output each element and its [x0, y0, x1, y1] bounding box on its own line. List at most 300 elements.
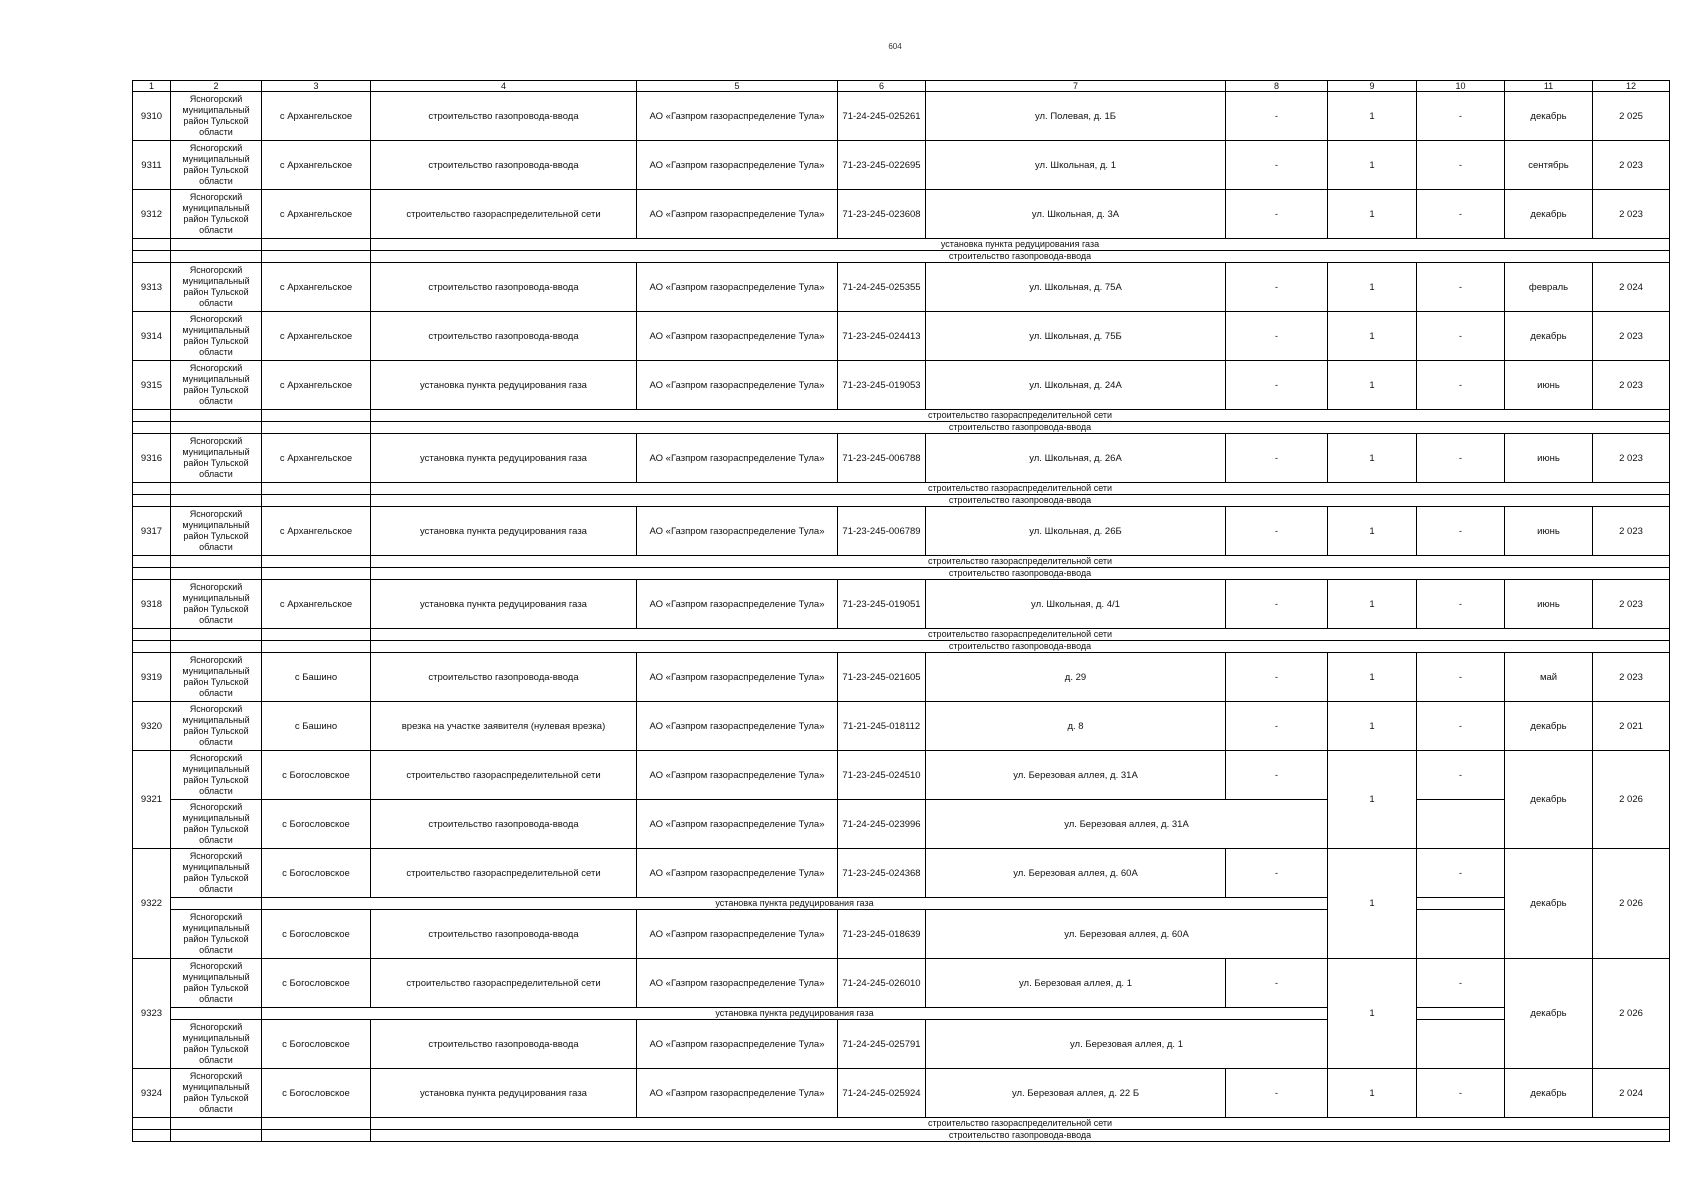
settlement-cell: с Архангельское — [262, 361, 371, 410]
col8-cell: - — [1226, 312, 1328, 361]
settlement-cell: с Башино — [262, 702, 371, 751]
settlement-cell: с Архангельское — [262, 507, 371, 556]
col-num: 7 — [926, 81, 1226, 92]
empty-cell — [262, 641, 371, 653]
empty-cell — [171, 641, 262, 653]
col10-cell: - — [1417, 849, 1505, 898]
organization-cell: АО «Газпром газораспределение Тула» — [637, 653, 838, 702]
col9-cell: 1 — [1328, 580, 1417, 629]
table-row — [133, 263, 1670, 312]
work-type-cell: строительство газопровода-ввода — [371, 653, 637, 702]
work-type-cell: строительство газопровода-ввода — [371, 910, 637, 959]
work-type-cell: строительство газопровода-ввода — [371, 263, 637, 312]
settlement-cell: с Архангельское — [262, 263, 371, 312]
application-code-cell: 71-23-245-022695 — [838, 141, 926, 190]
application-code-cell: 71-23-245-006788 — [838, 434, 926, 483]
registry-table — [132, 80, 1670, 1142]
sub-work-row — [133, 483, 1670, 495]
sub-work-label: строительство газораспределительной сети — [371, 556, 1670, 568]
col9-cell: 1 — [1328, 849, 1417, 959]
table-row — [133, 751, 1670, 800]
year-cell: 2 024 — [1593, 263, 1670, 312]
row-number: 9320 — [133, 702, 171, 751]
application-code-cell: 71-24-245-025261 — [838, 92, 926, 141]
col9-cell: 1 — [1328, 702, 1417, 751]
sub-work-label: строительство газопровода-ввода — [371, 1130, 1670, 1142]
address-cell: ул. Полевая, д. 1Б — [926, 92, 1226, 141]
address-cell: ул. Школьная, д. 75Б — [926, 312, 1226, 361]
organization-cell: АО «Газпром газораспределение Тула» — [637, 800, 838, 849]
empty-cell — [262, 1130, 371, 1142]
row-number: 9324 — [133, 1069, 171, 1118]
work-type-cell: строительство газораспределительной сети — [371, 190, 637, 239]
organization-cell: АО «Газпром газораспределение Тула» — [637, 702, 838, 751]
col10-cell: - — [1417, 653, 1505, 702]
row-number: 9315 — [133, 361, 171, 410]
application-code-cell: 71-23-245-018639 — [838, 910, 926, 959]
empty-cell — [133, 1118, 171, 1130]
application-code-cell: 71-23-245-021605 — [838, 653, 926, 702]
col9-cell: 1 — [1328, 1069, 1417, 1118]
empty-cell — [171, 251, 262, 263]
empty-cell — [133, 483, 171, 495]
settlement-cell: с Богословское — [262, 1020, 371, 1069]
sub-work-label: установка пункта редуцирования газа — [371, 239, 1670, 251]
settlement-cell: с Архангельское — [262, 190, 371, 239]
month-cell: июнь — [1505, 580, 1593, 629]
month-cell: декабрь — [1505, 702, 1593, 751]
address-cell: ул. Школьная, д. 1 — [926, 141, 1226, 190]
sub-work-label: строительство газопровода-ввода — [371, 251, 1670, 263]
sub-work-label: строительство газораспределительной сети — [371, 629, 1670, 641]
work-type-cell: установка пункта редуцирования газа — [371, 361, 637, 410]
empty-cell — [1417, 1020, 1505, 1069]
col9-cell: 1 — [1328, 653, 1417, 702]
col8-cell: - — [1226, 92, 1328, 141]
month-cell: февраль — [1505, 263, 1593, 312]
month-cell: декабрь — [1505, 92, 1593, 141]
month-cell: декабрь — [1505, 1069, 1593, 1118]
sub-work-row — [133, 898, 1670, 910]
col9-cell: 1 — [1328, 92, 1417, 141]
district-cell: Ясногорский муниципальный район Тульской области — [171, 92, 262, 141]
col-num: 6 — [838, 81, 926, 92]
application-code-cell: 71-23-245-024510 — [838, 751, 926, 800]
empty-cell — [133, 568, 171, 580]
col10-cell: - — [1417, 434, 1505, 483]
empty-cell — [1417, 910, 1505, 959]
row-number: 9318 — [133, 580, 171, 629]
sub-work-label: строительство газопровода-ввода — [371, 641, 1670, 653]
empty-cell — [262, 483, 371, 495]
col9-cell: 1 — [1328, 507, 1417, 556]
empty-cell — [171, 568, 262, 580]
table-row — [133, 653, 1670, 702]
col8-cell: - — [1226, 190, 1328, 239]
col-num: 12 — [1593, 81, 1670, 92]
sub-work-row — [133, 641, 1670, 653]
year-cell: 2 026 — [1593, 959, 1670, 1069]
settlement-cell: с Архангельское — [262, 92, 371, 141]
table-row — [133, 800, 1670, 849]
col10-cell: - — [1417, 141, 1505, 190]
sub-work-row — [133, 410, 1670, 422]
row-number: 9322 — [133, 849, 171, 959]
empty-cell — [262, 410, 371, 422]
month-cell: декабрь — [1505, 190, 1593, 239]
col8-cell: - — [1226, 580, 1328, 629]
year-cell: 2 023 — [1593, 653, 1670, 702]
col8-cell: - — [1226, 702, 1328, 751]
row-number: 9310 — [133, 92, 171, 141]
application-code-cell: 71-24-245-026010 — [838, 959, 926, 1008]
table-row — [133, 141, 1670, 190]
sub-work-row — [133, 422, 1670, 434]
application-code-cell: 71-21-245-018112 — [838, 702, 926, 751]
empty-cell — [171, 422, 262, 434]
empty-cell — [171, 483, 262, 495]
organization-cell: АО «Газпром газораспределение Тула» — [637, 312, 838, 361]
col10-cell: - — [1417, 190, 1505, 239]
application-code-cell: 71-24-245-025355 — [838, 263, 926, 312]
application-code-cell: 71-24-245-025791 — [838, 1020, 926, 1069]
row-number: 9313 — [133, 263, 171, 312]
empty-cell — [133, 556, 171, 568]
address-cell: ул. Березовая аллея, д. 1 — [926, 959, 1226, 1008]
col10-cell: - — [1417, 959, 1505, 1008]
application-code-cell: 71-23-245-019051 — [838, 580, 926, 629]
organization-cell: АО «Газпром газораспределение Тула» — [637, 190, 838, 239]
row-number: 9316 — [133, 434, 171, 483]
address-cell: ул. Школьная, д. 26Б — [926, 507, 1226, 556]
district-cell: Ясногорский муниципальный район Тульской области — [171, 361, 262, 410]
organization-cell: АО «Газпром газораспределение Тула» — [637, 910, 838, 959]
col10-cell: - — [1417, 580, 1505, 629]
settlement-cell: с Архангельское — [262, 434, 371, 483]
col9-cell: 1 — [1328, 141, 1417, 190]
col8-cell: - — [1226, 849, 1328, 898]
organization-cell: АО «Газпром газораспределение Тула» — [637, 580, 838, 629]
col-num: 2 — [171, 81, 262, 92]
district-cell: Ясногорский муниципальный район Тульской области — [171, 800, 262, 849]
address-cell: ул. Березовая аллея, д. 31А — [926, 800, 1328, 849]
empty-cell — [133, 1130, 171, 1142]
sub-work-label: строительство газопровода-ввода — [371, 568, 1670, 580]
sub-work-row — [133, 629, 1670, 641]
work-type-cell: строительство газопровода-ввода — [371, 141, 637, 190]
organization-cell: АО «Газпром газораспределение Тула» — [637, 849, 838, 898]
work-type-cell: строительство газопровода-ввода — [371, 92, 637, 141]
settlement-cell: с Архангельское — [262, 580, 371, 629]
address-cell: ул. Березовая аллея, д. 60А — [926, 910, 1328, 959]
settlement-cell: с Богословское — [262, 849, 371, 898]
col8-cell: - — [1226, 959, 1328, 1008]
table-row — [133, 190, 1670, 239]
settlement-cell: с Богословское — [262, 751, 371, 800]
sub-work-row — [133, 495, 1670, 507]
col-num: 3 — [262, 81, 371, 92]
month-cell: июнь — [1505, 361, 1593, 410]
month-cell: май — [1505, 653, 1593, 702]
sub-work-row — [133, 1130, 1670, 1142]
address-cell: ул. Березовая аллея, д. 60А — [926, 849, 1226, 898]
empty-cell — [262, 251, 371, 263]
address-cell: д. 8 — [926, 702, 1226, 751]
col9-cell: 1 — [1328, 751, 1417, 849]
empty-cell — [171, 495, 262, 507]
year-cell: 2 023 — [1593, 580, 1670, 629]
table-row — [133, 434, 1670, 483]
col10-cell: - — [1417, 1069, 1505, 1118]
settlement-cell: с Архангельское — [262, 312, 371, 361]
application-code-cell: 71-24-245-025924 — [838, 1069, 926, 1118]
organization-cell: АО «Газпром газораспределение Тула» — [637, 1069, 838, 1118]
work-type-cell: установка пункта редуцирования газа — [371, 1069, 637, 1118]
district-cell: Ясногорский муниципальный район Тульской области — [171, 1020, 262, 1069]
settlement-cell: с Богословское — [262, 959, 371, 1008]
table-row — [133, 580, 1670, 629]
col10-cell: - — [1417, 92, 1505, 141]
year-cell: 2 026 — [1593, 751, 1670, 849]
application-code-cell: 71-23-245-019053 — [838, 361, 926, 410]
row-number: 9314 — [133, 312, 171, 361]
table-row — [133, 959, 1670, 1008]
empty-cell — [171, 629, 262, 641]
work-type-cell: установка пункта редуцирования газа — [371, 507, 637, 556]
year-cell: 2 023 — [1593, 190, 1670, 239]
address-cell: ул. Школьная, д. 3А — [926, 190, 1226, 239]
year-cell: 2 023 — [1593, 361, 1670, 410]
empty-cell — [133, 239, 171, 251]
table-row — [133, 1069, 1670, 1118]
table-row — [133, 910, 1670, 959]
table-row — [133, 507, 1670, 556]
organization-cell: АО «Газпром газораспределение Тула» — [637, 141, 838, 190]
settlement-cell: с Богословское — [262, 800, 371, 849]
sub-work-label: строительство газораспределительной сети — [371, 410, 1670, 422]
sub-work-label: строительство газопровода-ввода — [371, 495, 1670, 507]
empty-cell — [171, 1118, 262, 1130]
work-type-cell: строительство газопровода-ввода — [371, 800, 637, 849]
address-cell: ул. Березовая аллея, д. 31А — [926, 751, 1226, 800]
work-type-cell: строительство газораспределительной сети — [371, 751, 637, 800]
address-cell: ул. Березовая аллея, д. 1 — [926, 1020, 1328, 1069]
empty-cell — [262, 1118, 371, 1130]
application-code-cell: 71-24-245-023996 — [838, 800, 926, 849]
col10-cell: - — [1417, 507, 1505, 556]
col-num: 11 — [1505, 81, 1593, 92]
year-cell: 2 023 — [1593, 507, 1670, 556]
district-cell: Ясногорский муниципальный район Тульской области — [171, 190, 262, 239]
sub-work-row — [133, 239, 1670, 251]
month-cell: декабрь — [1505, 312, 1593, 361]
address-cell: ул. Школьная, д. 26А — [926, 434, 1226, 483]
work-type-cell: строительство газопровода-ввода — [371, 1020, 637, 1069]
application-code-cell: 71-23-245-006789 — [838, 507, 926, 556]
column-number-row — [133, 81, 1670, 92]
organization-cell: АО «Газпром газораспределение Тула» — [637, 263, 838, 312]
table-row — [133, 312, 1670, 361]
settlement-cell: с Архангельское — [262, 141, 371, 190]
sub-work-label: строительство газораспределительной сети — [371, 1118, 1670, 1130]
settlement-cell: с Богословское — [262, 910, 371, 959]
col8-cell: - — [1226, 507, 1328, 556]
sub-work-row — [133, 556, 1670, 568]
district-cell: Ясногорский муниципальный район Тульской области — [171, 263, 262, 312]
year-cell: 2 023 — [1593, 141, 1670, 190]
organization-cell: АО «Газпром газораспределение Тула» — [637, 434, 838, 483]
row-number: 9317 — [133, 507, 171, 556]
col9-cell: 1 — [1328, 190, 1417, 239]
address-cell: ул. Школьная, д. 24А — [926, 361, 1226, 410]
application-code-cell: 71-23-245-023608 — [838, 190, 926, 239]
empty-cell — [133, 629, 171, 641]
address-cell: ул. Школьная, д. 4/1 — [926, 580, 1226, 629]
district-cell: Ясногорский муниципальный район Тульской области — [171, 959, 262, 1008]
empty-cell — [262, 495, 371, 507]
organization-cell: АО «Газпром газораспределение Тула» — [637, 751, 838, 800]
district-cell: Ясногорский муниципальный район Тульской области — [171, 141, 262, 190]
col8-cell: - — [1226, 361, 1328, 410]
sub-work-label: установка пункта редуцирования газа — [262, 1008, 1328, 1020]
empty-cell — [262, 556, 371, 568]
sub-work-row — [133, 568, 1670, 580]
table-row — [133, 1020, 1670, 1069]
empty-cell — [262, 239, 371, 251]
col8-cell: - — [1226, 653, 1328, 702]
year-cell: 2 023 — [1593, 434, 1670, 483]
col10-cell: - — [1417, 751, 1505, 800]
empty-cell — [171, 1130, 262, 1142]
table-row — [133, 92, 1670, 141]
application-code-cell: 71-23-245-024368 — [838, 849, 926, 898]
year-cell: 2 026 — [1593, 849, 1670, 959]
empty-cell — [262, 422, 371, 434]
empty-cell — [262, 629, 371, 641]
district-cell: Ясногорский муниципальный район Тульской области — [171, 702, 262, 751]
work-type-cell: установка пункта редуцирования газа — [371, 434, 637, 483]
table-row — [133, 702, 1670, 751]
page-number: 604 — [888, 42, 902, 51]
sub-work-row — [133, 1118, 1670, 1130]
month-cell: сентябрь — [1505, 141, 1593, 190]
empty-cell — [171, 410, 262, 422]
district-cell: Ясногорский муниципальный район Тульской области — [171, 434, 262, 483]
col9-cell: 1 — [1328, 959, 1417, 1069]
organization-cell: АО «Газпром газораспределение Тула» — [637, 361, 838, 410]
col-num: 8 — [1226, 81, 1328, 92]
work-type-cell: строительство газораспределительной сети — [371, 849, 637, 898]
work-type-cell: установка пункта редуцирования газа — [371, 580, 637, 629]
organization-cell: АО «Газпром газораспределение Тула» — [637, 959, 838, 1008]
empty-cell — [133, 495, 171, 507]
col-num: 10 — [1417, 81, 1505, 92]
row-number: 9312 — [133, 190, 171, 239]
empty-cell — [133, 422, 171, 434]
year-cell: 2 025 — [1593, 92, 1670, 141]
settlement-cell: с Богословское — [262, 1069, 371, 1118]
settlement-cell: с Башино — [262, 653, 371, 702]
district-cell: Ясногорский муниципальный район Тульской области — [171, 580, 262, 629]
empty-cell — [1417, 898, 1505, 910]
empty-cell — [171, 556, 262, 568]
empty-cell — [1417, 800, 1505, 849]
empty-cell — [171, 1008, 262, 1020]
col-num: 1 — [133, 81, 171, 92]
organization-cell: АО «Газпром газораспределение Тула» — [637, 1020, 838, 1069]
col-num: 5 — [637, 81, 838, 92]
month-cell: июнь — [1505, 507, 1593, 556]
district-cell: Ясногорский муниципальный район Тульской области — [171, 910, 262, 959]
empty-cell — [133, 251, 171, 263]
empty-cell — [262, 568, 371, 580]
empty-cell — [1417, 1008, 1505, 1020]
sub-work-row — [133, 251, 1670, 263]
col8-cell: - — [1226, 751, 1328, 800]
address-cell: д. 29 — [926, 653, 1226, 702]
application-code-cell: 71-23-245-024413 — [838, 312, 926, 361]
month-cell: июнь — [1505, 434, 1593, 483]
col8-cell: - — [1226, 141, 1328, 190]
col10-cell: - — [1417, 263, 1505, 312]
district-cell: Ясногорский муниципальный район Тульской области — [171, 312, 262, 361]
col-num: 9 — [1328, 81, 1417, 92]
organization-cell: АО «Газпром газораспределение Тула» — [637, 92, 838, 141]
empty-cell — [133, 641, 171, 653]
col9-cell: 1 — [1328, 263, 1417, 312]
work-type-cell: врезка на участке заявителя (нулевая врезка) — [371, 702, 637, 751]
sub-work-row — [133, 1008, 1670, 1020]
sub-work-label: строительство газопровода-ввода — [371, 422, 1670, 434]
col10-cell: - — [1417, 702, 1505, 751]
row-number: 9321 — [133, 751, 171, 849]
sub-work-label: строительство газораспределительной сети — [371, 483, 1670, 495]
address-cell: ул. Школьная, д. 75А — [926, 263, 1226, 312]
district-cell: Ясногорский муниципальный район Тульской области — [171, 653, 262, 702]
row-number: 9311 — [133, 141, 171, 190]
district-cell: Ясногорский муниципальный район Тульской области — [171, 751, 262, 800]
organization-cell: АО «Газпром газораспределение Тула» — [637, 507, 838, 556]
empty-cell — [171, 898, 262, 910]
table-row — [133, 361, 1670, 410]
empty-cell — [171, 239, 262, 251]
col9-cell: 1 — [1328, 361, 1417, 410]
col9-cell: 1 — [1328, 434, 1417, 483]
year-cell: 2 021 — [1593, 702, 1670, 751]
sub-work-label: установка пункта редуцирования газа — [262, 898, 1328, 910]
month-cell: декабрь — [1505, 849, 1593, 959]
col8-cell: - — [1226, 434, 1328, 483]
year-cell: 2 024 — [1593, 1069, 1670, 1118]
work-type-cell: строительство газопровода-ввода — [371, 312, 637, 361]
row-number: 9323 — [133, 959, 171, 1069]
col10-cell: - — [1417, 312, 1505, 361]
district-cell: Ясногорский муниципальный район Тульской области — [171, 1069, 262, 1118]
work-type-cell: строительство газораспределительной сети — [371, 959, 637, 1008]
district-cell: Ясногорский муниципальный район Тульской области — [171, 507, 262, 556]
col9-cell: 1 — [1328, 312, 1417, 361]
empty-cell — [133, 410, 171, 422]
table-row — [133, 849, 1670, 898]
year-cell: 2 023 — [1593, 312, 1670, 361]
col10-cell: - — [1417, 361, 1505, 410]
col-num: 4 — [371, 81, 637, 92]
address-cell: ул. Березовая аллея, д. 22 Б — [926, 1069, 1226, 1118]
col8-cell: - — [1226, 263, 1328, 312]
row-number: 9319 — [133, 653, 171, 702]
month-cell: декабрь — [1505, 959, 1593, 1069]
district-cell: Ясногорский муниципальный район Тульской области — [171, 849, 262, 898]
